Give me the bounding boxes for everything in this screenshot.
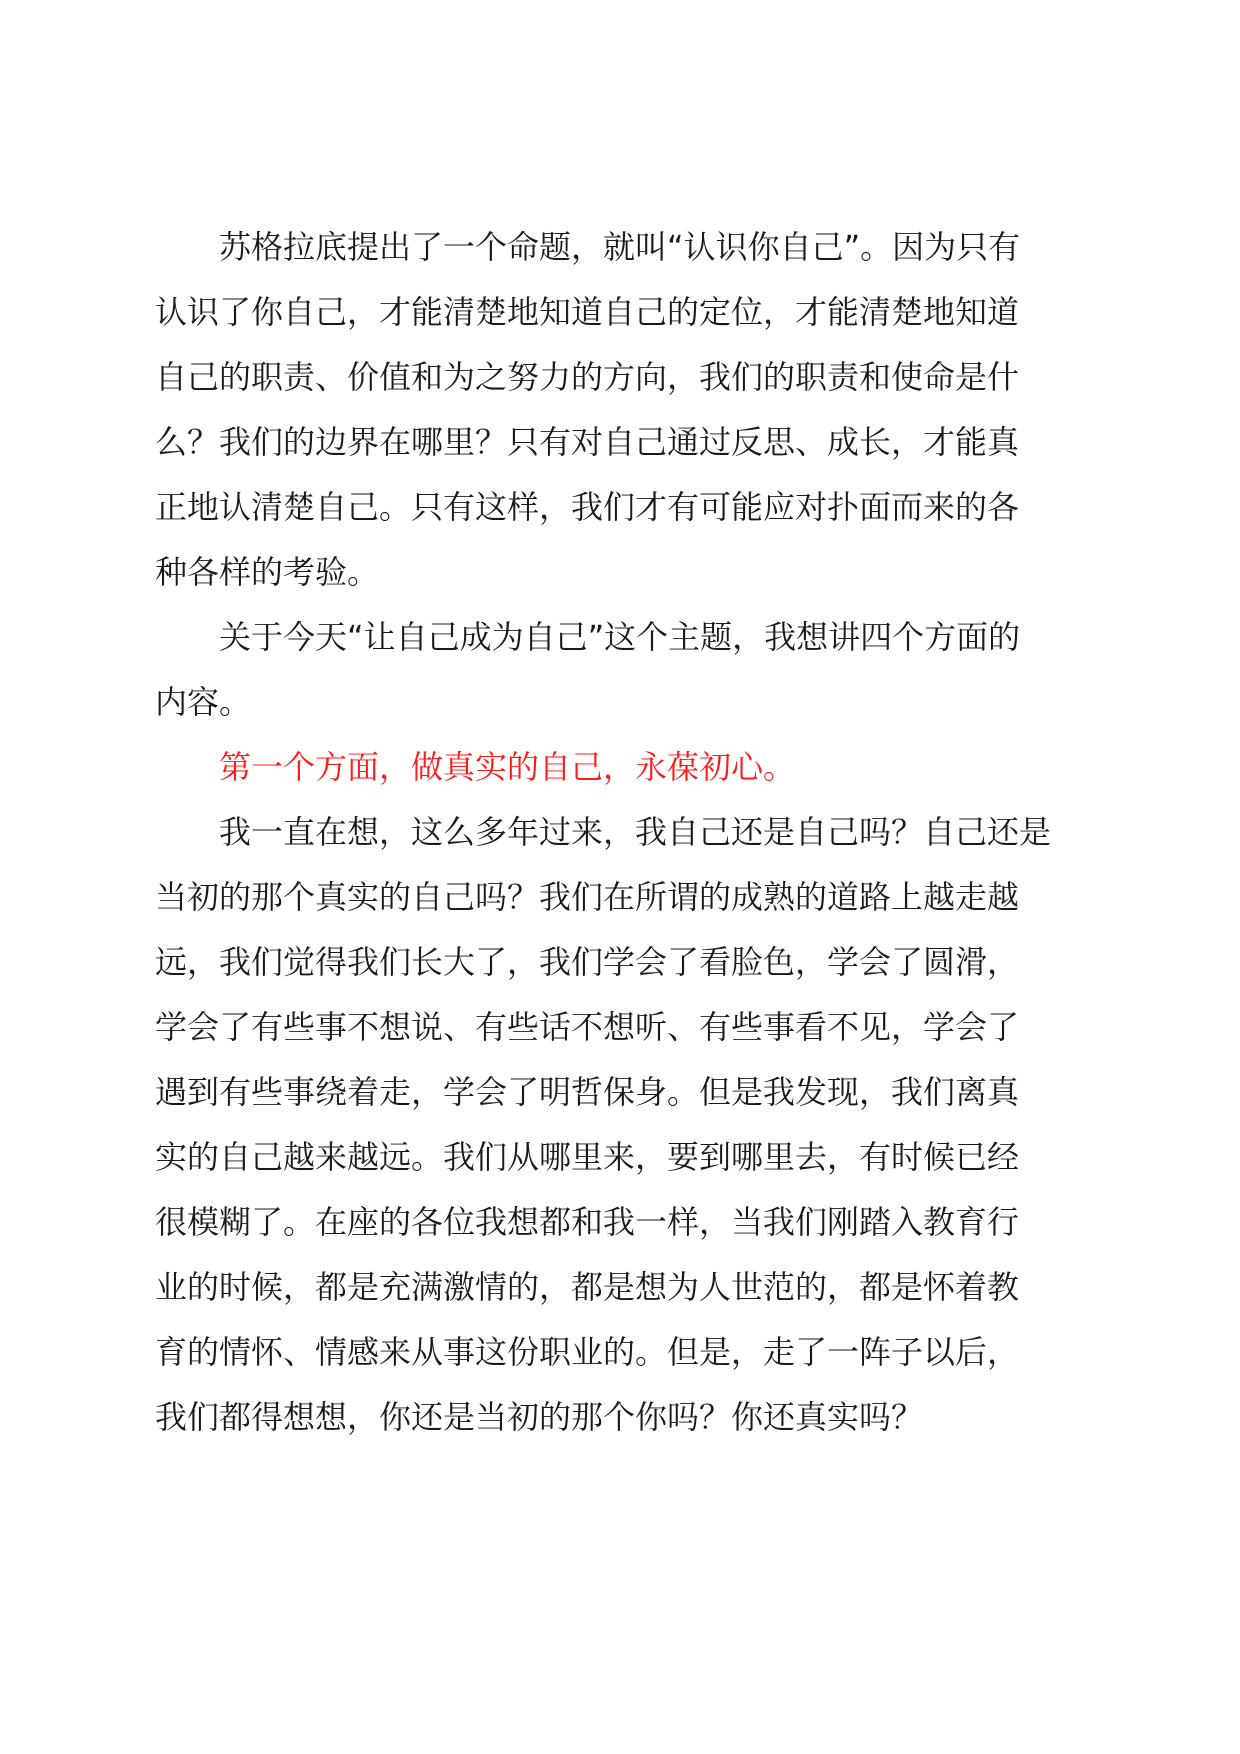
text-line: 业的时候，都是充满激情的，都是想为人世范的，都是怀着教	[155, 1268, 1020, 1306]
text-line: 关于今天“让自己成为自己”这个主题，我想讲四个方面的	[219, 618, 1021, 656]
paragraph-socrates	[155, 215, 1085, 605]
text-line: 很模糊了。在座的各位我想都和我一样，当我们刚踏入教育行	[155, 1203, 1020, 1241]
text-line: 实的自己越来越远。我们从哪里来，要到哪里去，有时候已经	[155, 1138, 1020, 1176]
paragraph-topic-intro	[155, 605, 1085, 735]
text-line: 种各样的考验。	[155, 553, 380, 591]
text-line: 我们都得想想，你还是当初的那个你吗？你还真实吗？	[155, 1398, 924, 1436]
document-body	[155, 215, 1085, 1450]
paragraph-true-self	[155, 800, 1085, 1450]
heading-line: 第一个方面，做真实的自己，永葆初心。	[219, 748, 796, 786]
text-line: 学会了有些事不想说、有些话不想听、有些事看不见，学会了	[155, 1008, 1020, 1046]
text-line: 当初的那个真实的自己吗？我们在所谓的成熟的道路上越走越	[155, 878, 1020, 916]
text-line: 遇到有些事绕着走，学会了明哲保身。但是我发现，我们离真	[155, 1073, 1020, 1111]
text-line: 自己的职责、价值和为之努力的方向，我们的职责和使命是什	[155, 358, 1020, 396]
text-line: 育的情怀、情感来从事这份职业的。但是，走了一阵子以后，	[155, 1333, 1020, 1371]
section-heading-first-aspect	[155, 735, 1085, 800]
text-line: 我一直在想，这么多年过来，我自己还是自己吗？自己还是	[219, 813, 1052, 851]
text-line: 内容。	[155, 683, 252, 721]
text-line: 么？我们的边界在哪里？只有对自己通过反思、成长，才能真	[155, 423, 1020, 461]
text-line: 苏格拉底提出了一个命题，就叫“认识你自己”。因为只有	[219, 228, 1021, 266]
text-line: 认识了你自己，才能清楚地知道自己的定位，才能清楚地知道	[155, 293, 1020, 331]
text-line: 远，我们觉得我们长大了，我们学会了看脸色，学会了圆滑，	[155, 943, 1020, 981]
text-line: 正地认清楚自己。只有这样，我们才有可能应对扑面而来的各	[155, 488, 1020, 526]
